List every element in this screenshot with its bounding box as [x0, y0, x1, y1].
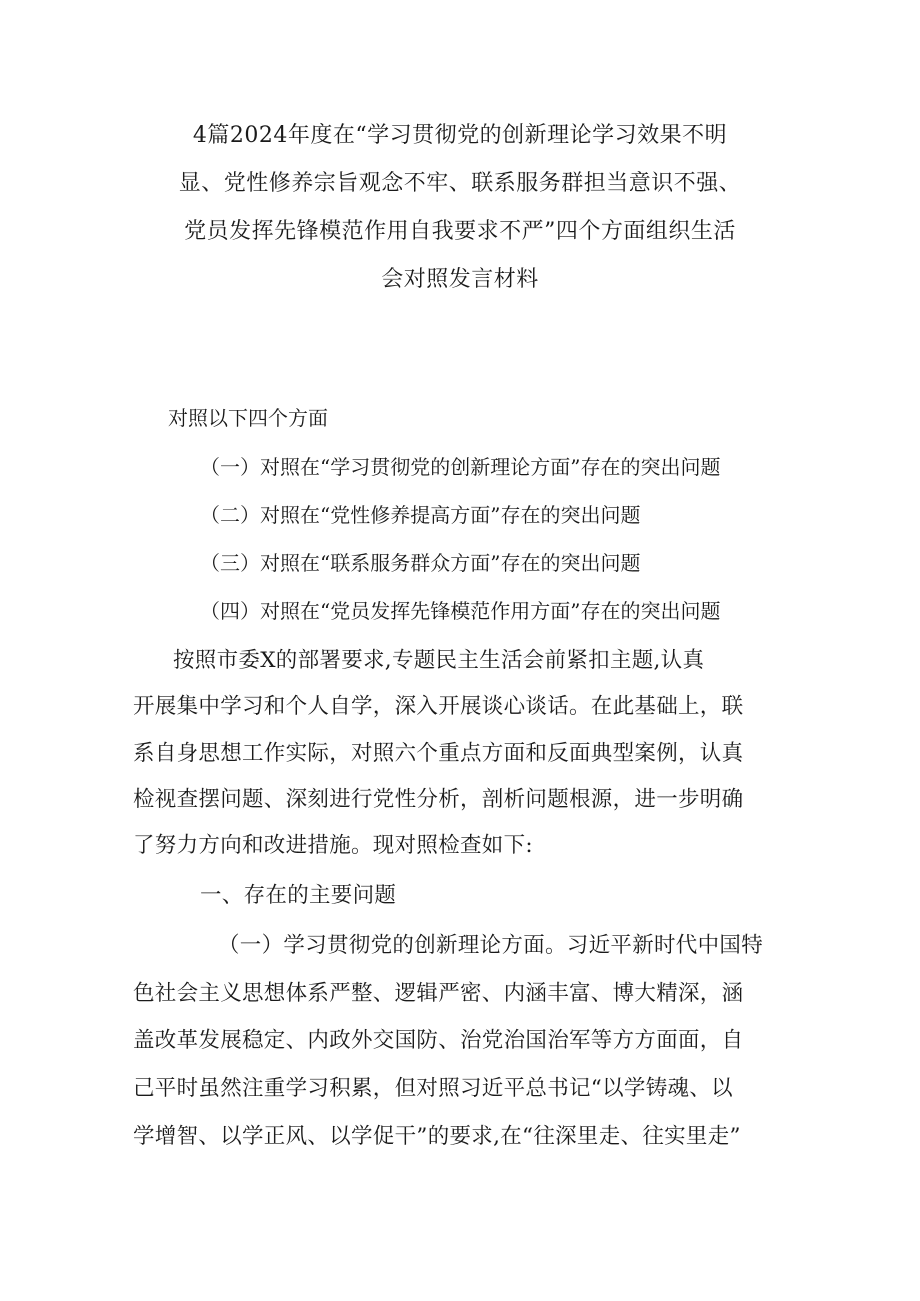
paragraph-line: 开展集中学习和个人自学，深入开展谈心谈话。在此基础上，联	[133, 694, 744, 719]
title-line: 显、党性修养宗旨观念不牢、联系服务群担当意识不强、	[178, 171, 742, 196]
paragraph-line: 己平时虽然注重学习积累，但对照习近平总书记“以学铸魂、以	[133, 1076, 733, 1101]
paragraph-line: 检视查摆问题、深刻进行党性分析，剖析问题根源，进一步明确	[133, 787, 744, 812]
paragraph-line: （一）学习贯彻党的创新理论方面。习近平新时代中国特	[218, 933, 764, 958]
title-line: 4篇2024年度在“学习贯彻党的创新理论学习效果不明	[192, 123, 728, 148]
title-line: 会对照发言材料	[381, 267, 539, 292]
aspect-item: （一）对照在“学习贯彻党的创新理论方面”存在的突出问题	[200, 455, 721, 479]
paragraph-line: 盖改革发展稳定、内政外交国防、治党治国治军等方方面面，自	[133, 1028, 744, 1053]
document-title	[160, 112, 760, 304]
paragraph-line: 学增智、以学正风、以学促干”的要求,在“往深里走、往实里走”	[133, 1124, 741, 1149]
paragraph-line: 按照市委X的部署要求,专题民主生活会前紧扣主题,认真	[173, 648, 705, 673]
aspect-item: （二）对照在“党性修养提高方面”存在的突出问题	[200, 503, 641, 527]
paragraph-line: 系自身思想工作实际，对照六个重点方面和反面典型案例，认真	[133, 741, 744, 766]
aspects-intro: 对照以下四个方面	[168, 406, 328, 430]
aspect-item: （四）对照在“党员发挥先锋模范作用方面”存在的突出问题	[200, 599, 721, 623]
paragraph-line: 色社会主义思想体系严整、逻辑严密、内涵丰富、博大精深，涵	[133, 981, 744, 1006]
aspect-item: （三）对照在“联系服务群众方面”存在的突出问题	[200, 551, 641, 575]
section-heading: 一、存在的主要问题	[200, 883, 397, 908]
title-line: 党员发挥先锋模范作用自我要求不严”四个方面组织生活	[184, 219, 736, 244]
paragraph-line: 了努力方向和改进措施。现对照检查如下:	[133, 833, 533, 858]
